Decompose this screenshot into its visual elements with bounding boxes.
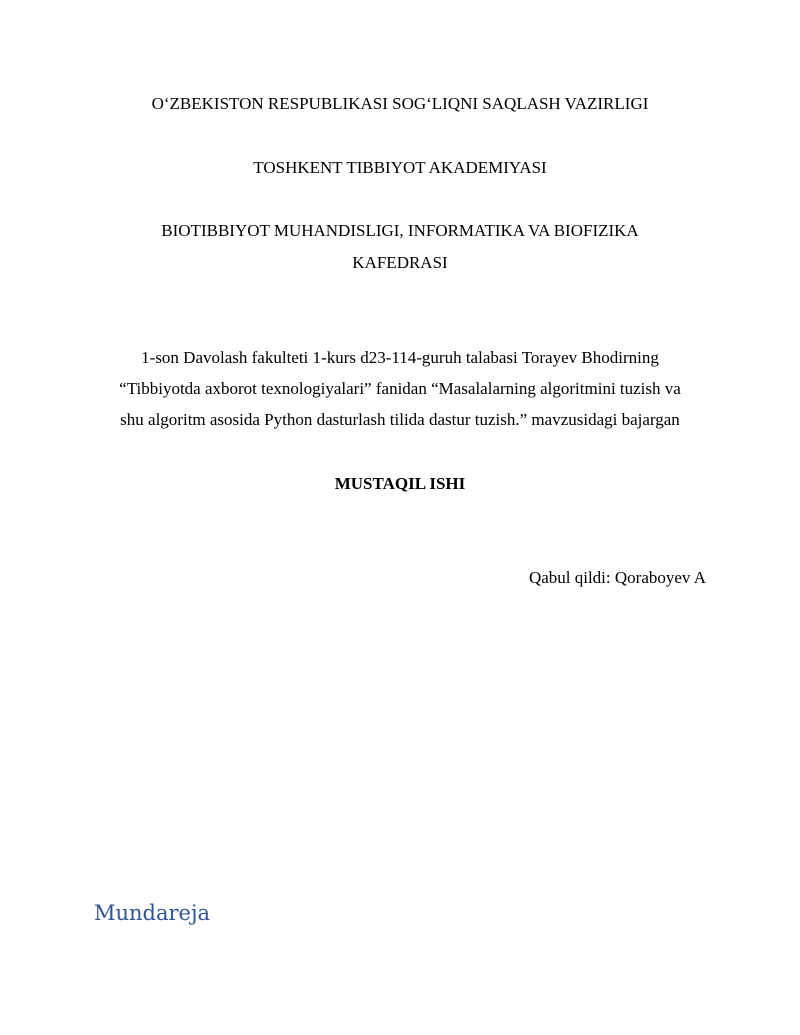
department-title-line2: KAFEDRASI (352, 253, 448, 272)
accepted-by: Qabul qildi: Qoraboyev A (528, 568, 706, 587)
academy-title: TOSHKENT TIBBIYOT AKADEMIYASI (253, 158, 547, 177)
description-line3: shu algoritm asosida Python dasturlash tilida dastur tuzish.” mavzusidagi bajargan (120, 410, 680, 429)
description-line2: “Tibbiyotda axborot texnologiyalari” fanidan “Masalalarning algoritmini tuzish va (119, 379, 681, 398)
ministry-title: O‘ZBEKISTON RESPUBLIKASI SOG‘LIQNI SAQLASH VAZIRLIGI (151, 94, 649, 113)
department-title-line1: BIOTIBBIYOT MUHANDISLIGI, INFORMATIKA VA BIOFIZIKA (161, 221, 639, 240)
description-line1: 1-son Davolash fakulteti 1-kurs d23-114-guruh talabasi Torayev Bhodirning (141, 348, 659, 367)
toc-heading: Mundareja (94, 901, 211, 925)
work-title: MUSTAQIL ISHI (334, 474, 466, 493)
